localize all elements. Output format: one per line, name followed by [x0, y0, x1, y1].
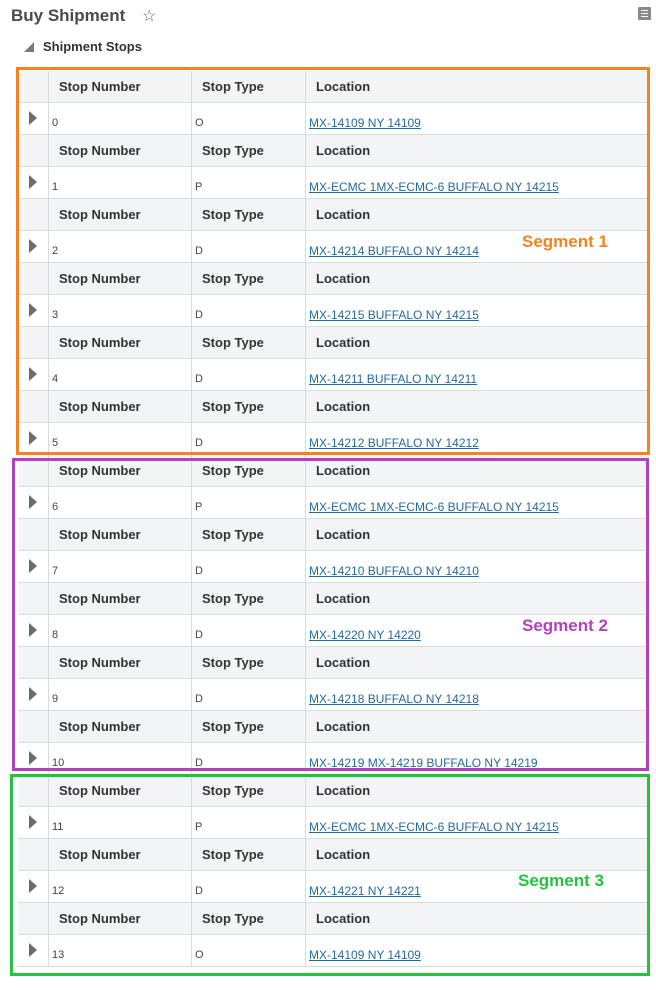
- stop-row: [18, 423, 648, 455]
- stop-type-header[interactable]: [191, 903, 305, 934]
- location-header-label: Location: [316, 847, 371, 862]
- stop-number-header[interactable]: [48, 135, 191, 166]
- stop-row: [18, 935, 648, 967]
- header-spacer-cell: [18, 263, 48, 294]
- stop-type-header[interactable]: [191, 391, 305, 422]
- expand-cell[interactable]: [18, 295, 48, 326]
- location-header-label: Location: [316, 655, 371, 670]
- location-header[interactable]: [305, 199, 648, 230]
- stop-type-cell: [191, 679, 305, 710]
- expand-cell[interactable]: [18, 167, 48, 198]
- stop-type-value: D: [195, 885, 203, 897]
- stop-type-value: P: [195, 501, 203, 513]
- stop-number-header[interactable]: [48, 903, 191, 934]
- stop-number-header-label: Stop Number: [59, 335, 141, 350]
- location-header-label: Location: [316, 463, 371, 478]
- stop-type-header-label: Stop Type: [202, 399, 264, 414]
- stop-header-row: [18, 71, 648, 103]
- stop-type-cell: [191, 487, 305, 518]
- stop-number-cell: [48, 487, 191, 518]
- location-header[interactable]: [305, 903, 648, 934]
- stop-number-header[interactable]: [48, 583, 191, 614]
- stop-type-header[interactable]: [191, 647, 305, 678]
- location-cell: [305, 359, 648, 390]
- stop-type-cell: [191, 359, 305, 390]
- stop-type-header[interactable]: [191, 839, 305, 870]
- stop-type-cell: [191, 807, 305, 838]
- stop-type-header-label: Stop Type: [202, 463, 264, 478]
- stop-type-header[interactable]: [191, 583, 305, 614]
- stop-number-header-label: Stop Number: [59, 527, 141, 542]
- location-header-label: Location: [316, 783, 371, 798]
- stop-number-header-label: Stop Number: [59, 783, 141, 798]
- location-cell: [305, 487, 648, 518]
- expand-row-icon[interactable]: [29, 815, 37, 829]
- stop-type-value: D: [195, 373, 203, 385]
- stop-number-cell: [48, 551, 191, 582]
- stop-header-row: [18, 647, 648, 679]
- location-header[interactable]: [305, 839, 648, 870]
- segment-label: Segment 1: [522, 232, 608, 251]
- stop-number-header-label: Stop Number: [59, 911, 141, 926]
- segment-label: Segment 2: [522, 616, 608, 635]
- page-title: Buy Shipment: [11, 6, 126, 25]
- expand-row-icon[interactable]: [29, 751, 37, 765]
- stop-number-cell: [48, 679, 191, 710]
- stop-header-row: [18, 583, 648, 615]
- expand-cell[interactable]: [18, 743, 48, 774]
- stop-row: [18, 295, 648, 327]
- stop-number-value: 5: [52, 437, 59, 449]
- header-spacer-cell: [18, 391, 48, 422]
- stop-header-row: [18, 711, 648, 743]
- location-header-label: Location: [316, 591, 371, 606]
- header-spacer-cell: [18, 327, 48, 358]
- stop-number-header[interactable]: [48, 327, 191, 358]
- expand-row-icon[interactable]: [29, 943, 37, 957]
- location-cell: [305, 423, 648, 454]
- stop-type-header-label: Stop Type: [202, 847, 264, 862]
- location-header[interactable]: [305, 583, 648, 614]
- location-header[interactable]: [305, 711, 648, 742]
- expand-cell[interactable]: [18, 935, 48, 966]
- expand-row-icon[interactable]: [29, 623, 37, 637]
- stop-number-value: 10: [52, 757, 65, 769]
- location-header[interactable]: [305, 391, 648, 422]
- location-header-label: Location: [316, 207, 371, 222]
- location-link[interactable]: MX-14220 NY 14220: [309, 628, 421, 642]
- location-cell: [305, 807, 648, 838]
- location-header[interactable]: [305, 263, 648, 294]
- location-link[interactable]: MX-ECMC 1MX-ECMC-6 BUFFALO NY 14215: [309, 820, 559, 834]
- stop-number-header[interactable]: [48, 391, 191, 422]
- stop-header-row: [18, 455, 648, 487]
- stop-type-header-label: Stop Type: [202, 527, 264, 542]
- stop-row: [18, 167, 648, 199]
- header-spacer-cell: [18, 199, 48, 230]
- stop-number-header[interactable]: [48, 775, 191, 806]
- stop-number-value: 2: [52, 245, 59, 257]
- stop-number-value: 3: [52, 309, 59, 321]
- location-link[interactable]: MX-14210 BUFFALO NY 14210: [309, 564, 479, 578]
- stop-number-value: 0: [52, 117, 59, 129]
- stop-type-cell: [191, 743, 305, 774]
- shipment-stops-grid: [18, 71, 648, 967]
- stop-number-header[interactable]: [48, 647, 191, 678]
- header-spacer-cell: [18, 455, 48, 486]
- location-link[interactable]: MX-14212 BUFFALO NY 14212: [309, 436, 479, 450]
- expand-row-icon[interactable]: [29, 111, 37, 125]
- stop-header-row: [18, 327, 648, 359]
- location-link[interactable]: MX-14218 BUFFALO NY 14218: [309, 692, 479, 706]
- location-link[interactable]: MX-ECMC 1MX-ECMC-6 BUFFALO NY 14215: [309, 500, 559, 514]
- star-outline-icon[interactable]: ☆: [142, 8, 157, 25]
- stop-number-cell: [48, 231, 191, 262]
- location-cell: [305, 935, 648, 966]
- location-cell: [305, 679, 648, 710]
- location-header[interactable]: [305, 327, 648, 358]
- stop-type-cell: [191, 295, 305, 326]
- stop-number-cell: [48, 295, 191, 326]
- expand-cell[interactable]: [18, 679, 48, 710]
- expand-row-icon[interactable]: [29, 495, 37, 509]
- location-header-label: Location: [316, 79, 371, 94]
- stop-number-header-label: Stop Number: [59, 591, 141, 606]
- stop-type-header-label: Stop Type: [202, 207, 264, 222]
- stop-type-header[interactable]: [191, 519, 305, 550]
- stop-type-cell: [191, 615, 305, 646]
- stop-row: [18, 807, 648, 839]
- stop-type-value: D: [195, 437, 203, 449]
- stop-type-cell: [191, 103, 305, 134]
- stop-type-value: D: [195, 757, 203, 769]
- header-spacer-cell: [18, 775, 48, 806]
- expand-cell[interactable]: [18, 423, 48, 454]
- stop-number-value: 9: [52, 693, 59, 705]
- stop-number-value: 6: [52, 501, 59, 513]
- stop-type-header-label: Stop Type: [202, 911, 264, 926]
- stop-header-row: [18, 263, 648, 295]
- stop-type-header-label: Stop Type: [202, 271, 264, 286]
- header-spacer-cell: [18, 711, 48, 742]
- stop-row: [18, 743, 648, 775]
- stop-number-header-label: Stop Number: [59, 463, 141, 478]
- stop-type-header-label: Stop Type: [202, 783, 264, 798]
- section-title: Shipment Stops: [43, 39, 142, 54]
- stop-header-row: [18, 839, 648, 871]
- location-header[interactable]: [305, 71, 648, 102]
- expand-row-icon[interactable]: [29, 303, 37, 317]
- panel-menu-icon[interactable]: [638, 7, 651, 20]
- location-cell: [305, 743, 648, 774]
- location-header[interactable]: [305, 647, 648, 678]
- location-cell: [305, 295, 648, 326]
- stop-header-row: [18, 135, 648, 167]
- location-header-label: Location: [316, 527, 371, 542]
- stop-type-header-label: Stop Type: [202, 655, 264, 670]
- location-header-label: Location: [316, 911, 371, 926]
- stop-type-value: P: [195, 821, 203, 833]
- stop-type-header[interactable]: [191, 135, 305, 166]
- stop-number-cell: [48, 423, 191, 454]
- stop-number-header[interactable]: [48, 711, 191, 742]
- location-link[interactable]: MX-14219 MX-14219 BUFFALO NY 14219: [309, 756, 538, 770]
- stop-row: [18, 103, 648, 135]
- stop-type-value: O: [195, 117, 204, 129]
- stop-number-header[interactable]: [48, 199, 191, 230]
- location-header-label: Location: [316, 719, 371, 734]
- location-link[interactable]: MX-14215 BUFFALO NY 14215: [309, 308, 479, 322]
- stop-type-header-label: Stop Type: [202, 591, 264, 606]
- stop-number-header[interactable]: [48, 519, 191, 550]
- stop-header-row: [18, 199, 648, 231]
- stop-number-cell: [48, 743, 191, 774]
- stop-number-value: 11: [52, 821, 64, 833]
- stop-row: [18, 487, 648, 519]
- location-header[interactable]: [305, 775, 648, 806]
- stop-number-header-label: Stop Number: [59, 719, 141, 734]
- stop-type-value: D: [195, 245, 203, 257]
- segment-label: Segment 3: [518, 871, 604, 890]
- header-spacer-cell: [18, 647, 48, 678]
- stop-type-header[interactable]: [191, 71, 305, 102]
- stop-number-header[interactable]: [48, 839, 191, 870]
- header-spacer-cell: [18, 135, 48, 166]
- stop-number-cell: [48, 103, 191, 134]
- stop-type-header[interactable]: [191, 327, 305, 358]
- expand-cell[interactable]: [18, 103, 48, 134]
- stop-number-header-label: Stop Number: [59, 207, 141, 222]
- stop-type-header-label: Stop Type: [202, 143, 264, 158]
- stop-type-header-label: Stop Type: [202, 719, 264, 734]
- location-link[interactable]: MX-14221 NY 14221: [309, 884, 421, 898]
- expand-row-icon[interactable]: [29, 559, 37, 573]
- expand-cell[interactable]: [18, 871, 48, 902]
- stop-type-value: O: [195, 949, 204, 961]
- stop-number-cell: [48, 359, 191, 390]
- location-header-label: Location: [316, 271, 371, 286]
- stop-type-value: D: [195, 693, 203, 705]
- stop-row: [18, 551, 648, 583]
- stop-number-value: 13: [52, 949, 65, 961]
- location-header-label: Location: [316, 399, 371, 414]
- stop-type-cell: [191, 935, 305, 966]
- expand-row-icon[interactable]: [29, 175, 37, 189]
- stop-header-row: [18, 519, 648, 551]
- stop-number-cell: [48, 615, 191, 646]
- stop-type-value: D: [195, 309, 203, 321]
- stop-header-row: [18, 775, 648, 807]
- header-spacer-cell: [18, 903, 48, 934]
- stop-type-header-label: Stop Type: [202, 335, 264, 350]
- stop-number-cell: [48, 807, 191, 838]
- collapse-triangle-icon[interactable]: [24, 42, 34, 52]
- stop-type-header[interactable]: [191, 263, 305, 294]
- stop-number-cell: [48, 167, 191, 198]
- stop-type-header[interactable]: [191, 199, 305, 230]
- expand-cell[interactable]: [18, 551, 48, 582]
- location-cell: [305, 167, 648, 198]
- location-link[interactable]: MX-14211 BUFFALO NY 14211: [309, 372, 478, 386]
- stop-header-row: [18, 903, 648, 935]
- stop-row: [18, 359, 648, 391]
- location-link[interactable]: MX-ECMC 1MX-ECMC-6 BUFFALO NY 14215: [309, 180, 559, 194]
- stop-number-cell: [48, 935, 191, 966]
- expand-cell[interactable]: [18, 615, 48, 646]
- stop-type-cell: [191, 167, 305, 198]
- location-header-label: Location: [316, 335, 371, 350]
- expand-cell[interactable]: [18, 359, 48, 390]
- stop-number-value: 12: [52, 885, 65, 897]
- expand-cell[interactable]: [18, 807, 48, 838]
- expand-row-icon[interactable]: [29, 431, 37, 445]
- stop-number-header[interactable]: [48, 71, 191, 102]
- expand-cell[interactable]: [18, 487, 48, 518]
- stop-number-header[interactable]: [48, 263, 191, 294]
- expand-row-icon[interactable]: [29, 367, 37, 381]
- stop-number-header-label: Stop Number: [59, 399, 141, 414]
- stop-number-header-label: Stop Number: [59, 847, 141, 862]
- location-header-label: Location: [316, 143, 371, 158]
- stop-number-value: 8: [52, 629, 59, 641]
- stop-number-header-label: Stop Number: [59, 79, 141, 94]
- expand-cell[interactable]: [18, 231, 48, 262]
- stop-type-cell: [191, 231, 305, 262]
- stop-number-header-label: Stop Number: [59, 655, 141, 670]
- stop-number-header[interactable]: [48, 455, 191, 486]
- stop-type-header-label: Stop Type: [202, 79, 264, 94]
- location-cell: [305, 551, 648, 582]
- stop-type-cell: [191, 423, 305, 454]
- stop-number-value: 4: [52, 373, 59, 385]
- stop-type-cell: [191, 551, 305, 582]
- location-link[interactable]: MX-14214 BUFFALO NY 14214: [309, 244, 479, 258]
- stop-number-value: 7: [52, 565, 59, 577]
- expand-row-icon[interactable]: [29, 687, 37, 701]
- stop-header-row: [18, 391, 648, 423]
- expand-row-icon[interactable]: [29, 879, 37, 893]
- location-header[interactable]: [305, 135, 648, 166]
- location-header[interactable]: [305, 455, 648, 486]
- stop-number-header-label: Stop Number: [59, 271, 141, 286]
- header-spacer-cell: [18, 839, 48, 870]
- page-header: [0, 0, 656, 34]
- location-link[interactable]: MX-14109 NY 14109: [309, 116, 421, 130]
- stop-number-header-label: Stop Number: [59, 143, 141, 158]
- stop-type-header[interactable]: [191, 711, 305, 742]
- header-spacer-cell: [18, 583, 48, 614]
- stop-type-value: D: [195, 629, 203, 641]
- expand-row-icon[interactable]: [29, 239, 37, 253]
- stop-type-value: D: [195, 565, 203, 577]
- stop-type-header[interactable]: [191, 455, 305, 486]
- header-spacer-cell: [18, 71, 48, 102]
- stop-row: [18, 679, 648, 711]
- stop-number-value: 1: [52, 181, 59, 193]
- stop-number-cell: [48, 871, 191, 902]
- location-link[interactable]: MX-14109 NY 14109: [309, 948, 421, 962]
- stop-type-header[interactable]: [191, 775, 305, 806]
- stop-type-cell: [191, 871, 305, 902]
- location-cell: [305, 103, 648, 134]
- location-header[interactable]: [305, 519, 648, 550]
- header-spacer-cell: [18, 519, 48, 550]
- stop-type-value: P: [195, 181, 203, 193]
